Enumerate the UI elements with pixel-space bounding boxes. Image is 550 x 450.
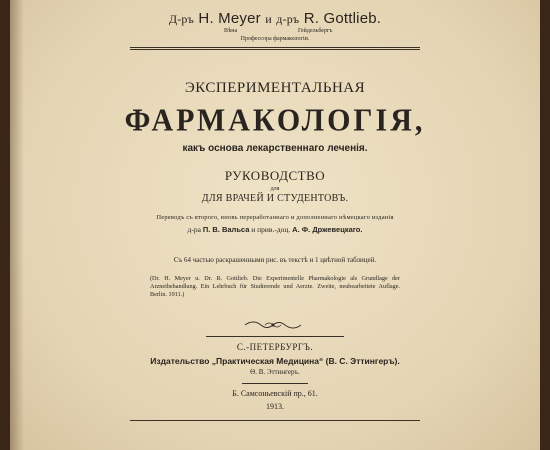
guide-audience: ДЛЯ ВРАЧЕЙ И СТУДЕНТОВЪ. [201,193,349,204]
imprint-rule [206,336,344,337]
author2-prefix: д-ръ [276,12,300,26]
imprint-publisher-2: Ѳ. В. Эттингеръ. [250,368,300,376]
translation-line-2 [10,225,540,234]
author2-name: R. Gottlieb. [303,10,382,27]
title-line-1: ЭКСПЕРИМЕНТАЛЬНАЯ [184,80,366,96]
illustrations-note: Съ 64 частью раскрашенными рис. въ текстѣ и 1 цвѣтной таблицей. [173,256,377,264]
guide-for: для [270,186,280,192]
imprint-address: Б. Самсоньевскій пр., 61. [232,389,318,398]
translation-prefix: д-ра [187,225,201,234]
title-page [10,0,540,450]
authors-line [10,10,540,27]
top-rule-thin [130,49,420,50]
translation-line-1: Переводъ съ второго, вновь переработаннаго и дополненнаго нѣмецкаго изданія [156,214,394,221]
translation-mid: и прив.-доц. [251,225,291,234]
address-rule [242,383,308,384]
author1-name: H. Meyer [198,10,261,27]
guide-title: РУКОВОДСТВО [224,168,326,183]
translator-2: А. Ф. Држевецкаго. [292,225,363,234]
top-rule [130,47,420,48]
authors-role: Профессора фармакологіи. [240,36,310,42]
translator-1: П. В. Вальса [202,225,250,234]
imprint-city: С.-ПЕТЕРБУРГЪ. [236,342,314,352]
original-edition-note: (Dr. H. Meyer u. Dr. R. Gottlieb. Die Experimentelle Pharmakologie als Grundlage der Arzneibehandlung. Ein Lehrbuch für Studierende und Aerzte. Zweite, neubearbeitete Auflage. Berlin. 1911.) [150,275,400,298]
title-line-2: ФАРМАКОЛОГІЯ, [124,103,426,138]
author2-city: Гейдельбергъ [298,28,333,34]
imprint-year: 1913. [266,402,284,411]
title-line-3: какъ основа лекарственнаго леченія. [182,143,368,154]
author1-prefix: Д-ръ [168,12,195,26]
authors-conjunction: и [265,12,272,26]
imprint-publisher: Издательство „Практическая Медицина“ (В. С. Эттингеръ). [150,356,400,366]
author1-city: Вѣна [224,28,238,34]
bottom-rule [130,420,420,421]
ornament-icon [243,318,303,332]
